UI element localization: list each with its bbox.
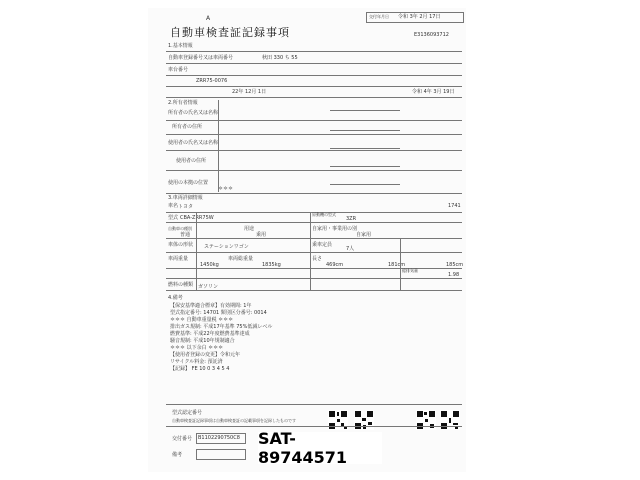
rule: [166, 404, 462, 405]
height-value: 185cm: [446, 262, 464, 268]
owner-name-label: 所有者の氏名又は名称: [168, 110, 219, 116]
width-value: 181cm: [388, 262, 406, 268]
qr-code-icon: [416, 410, 436, 430]
rule: [166, 222, 462, 223]
chassis-number: ZRR75-0076: [196, 78, 228, 84]
footer-notes-box: [196, 449, 246, 460]
registration-number: 秋田 330 ち 55: [262, 55, 298, 61]
rule: [166, 290, 462, 291]
document-title: 自動車検査証記録事項: [170, 26, 290, 39]
remark-line: リサイクル料金: 預託済: [170, 359, 223, 365]
rule: [166, 150, 462, 151]
remark-line: 型式指定番号: 14701 類別区分番号: 0014: [170, 310, 267, 316]
rule: [166, 134, 462, 135]
rule: [166, 75, 462, 76]
weight-label: 車両重量: [168, 256, 189, 262]
private-label: 自家用・事業用の別: [312, 226, 358, 232]
first-registration: 22年 12月 1日: [232, 89, 267, 95]
footer-label-notes: 備考: [172, 452, 183, 458]
rule: [166, 170, 462, 171]
remark-line: ＊＊＊ 以下余白 ＊＊＊: [170, 345, 224, 351]
rule: [166, 97, 462, 98]
weight-value: 1450kg: [200, 262, 219, 268]
displacement-label: 総排気量: [402, 268, 418, 273]
rule: [166, 252, 462, 253]
model-value: CBA-ZRR75W: [180, 215, 214, 221]
rule: [400, 238, 401, 290]
section-vehicle: 3.車両詳細情報: [168, 195, 203, 201]
class-label: 自動車の種別: [168, 226, 192, 231]
rule: [330, 130, 400, 131]
issue-date: 令和 3年 2月 17日: [398, 14, 441, 20]
section-basic-info: 1.基本情報: [168, 43, 193, 49]
engine-value: 3ZR: [346, 216, 357, 222]
engine-label: 原動機の型式: [312, 212, 336, 217]
gross-label: 車両総重量: [228, 256, 254, 262]
length-label: 長さ: [312, 256, 323, 262]
model-label: 型式: [168, 215, 179, 221]
use-label: 用途: [244, 226, 255, 232]
user-name-label: 使用者の氏名又は名称: [168, 140, 219, 146]
rule: [166, 193, 462, 194]
section-remarks: 4.備考: [168, 295, 183, 301]
qr-code-icon: [440, 410, 460, 430]
rule: [218, 100, 219, 192]
shape-label: 車体の形状: [168, 242, 194, 248]
remark-line: 燃費基準: 平成22年度燃費基準達成: [170, 331, 250, 337]
qr-code-icon: [354, 410, 374, 430]
maker-value: トヨタ: [178, 204, 194, 210]
rule: [330, 110, 400, 111]
footer-label-model-cert: 型式認定番号: [172, 410, 203, 416]
fuel-label: 燃料の種類: [168, 282, 194, 288]
user-address-label: 使用者の住所: [176, 158, 207, 164]
remark-line: 騒音規制: 平成10年規制適合: [170, 338, 235, 344]
issue-date-label: 交付年月日: [369, 14, 389, 19]
stock-number-label: SAT-89744571: [258, 432, 382, 464]
rule: [166, 426, 462, 427]
remark-line: 排出ガス規制: 平成17年基準 75%低減レベル: [170, 324, 273, 330]
remark-line: 【使用者登録の変更】令和元年: [170, 352, 241, 358]
rule: [166, 120, 462, 121]
qr-code-icon: [328, 410, 348, 430]
base-location-value: ＊＊＊: [218, 186, 234, 192]
rule: [330, 148, 400, 149]
capacity-label: 乗車定員: [312, 242, 333, 248]
shape-value: ステーションワゴン: [204, 244, 249, 250]
capacity-value: 7人: [346, 246, 355, 252]
maker-label: 車名: [168, 203, 179, 209]
field-chassis-label: 車台番号: [168, 67, 189, 73]
fuel-value: ガソリン: [198, 284, 219, 290]
title-mark: A: [206, 15, 211, 22]
rule: [330, 184, 400, 185]
base-location-label: 使用の本拠の位置: [168, 180, 209, 186]
remark-line: ＊＊＊ 自動車重量税 ＊＊＊: [170, 317, 234, 323]
length-value: 469cm: [326, 262, 344, 268]
rule: [310, 212, 311, 290]
footer-label-issue-number: 交付番号: [172, 436, 193, 442]
rule: [166, 86, 462, 87]
owner-address-label: 所有者の住所: [172, 124, 203, 130]
rule: [166, 238, 462, 239]
class-value: 普通: [180, 232, 191, 238]
footer-code: B1102290750C8: [198, 435, 240, 441]
footer-note: 自動車検査証記録事項は自動車検査証の記載事項を記録したものです: [172, 418, 296, 423]
private-value: 自家用: [356, 232, 372, 238]
displacement-value: 1.98: [448, 272, 460, 278]
gross-value: 1835kg: [262, 262, 281, 268]
use-value: 乗用: [256, 232, 267, 238]
model-code: 1741: [448, 203, 461, 209]
field-registration-label: 自動車登録番号又は車両番号: [168, 55, 234, 61]
document-number: E3136093712: [414, 32, 449, 38]
rule: [166, 63, 462, 64]
rule: [330, 166, 400, 167]
rule: [166, 51, 462, 52]
remark-line: 【記録】 FE 10 0 3 4 5 4: [170, 366, 230, 372]
rule: [166, 278, 462, 279]
expiry-date: 令和 4年 3月 19日: [412, 89, 455, 95]
remark-line: 【保安基準適合標章】有効期間: 1年: [170, 303, 252, 309]
section-owner: 2.所有者情報: [168, 100, 198, 106]
rule: [196, 212, 197, 290]
